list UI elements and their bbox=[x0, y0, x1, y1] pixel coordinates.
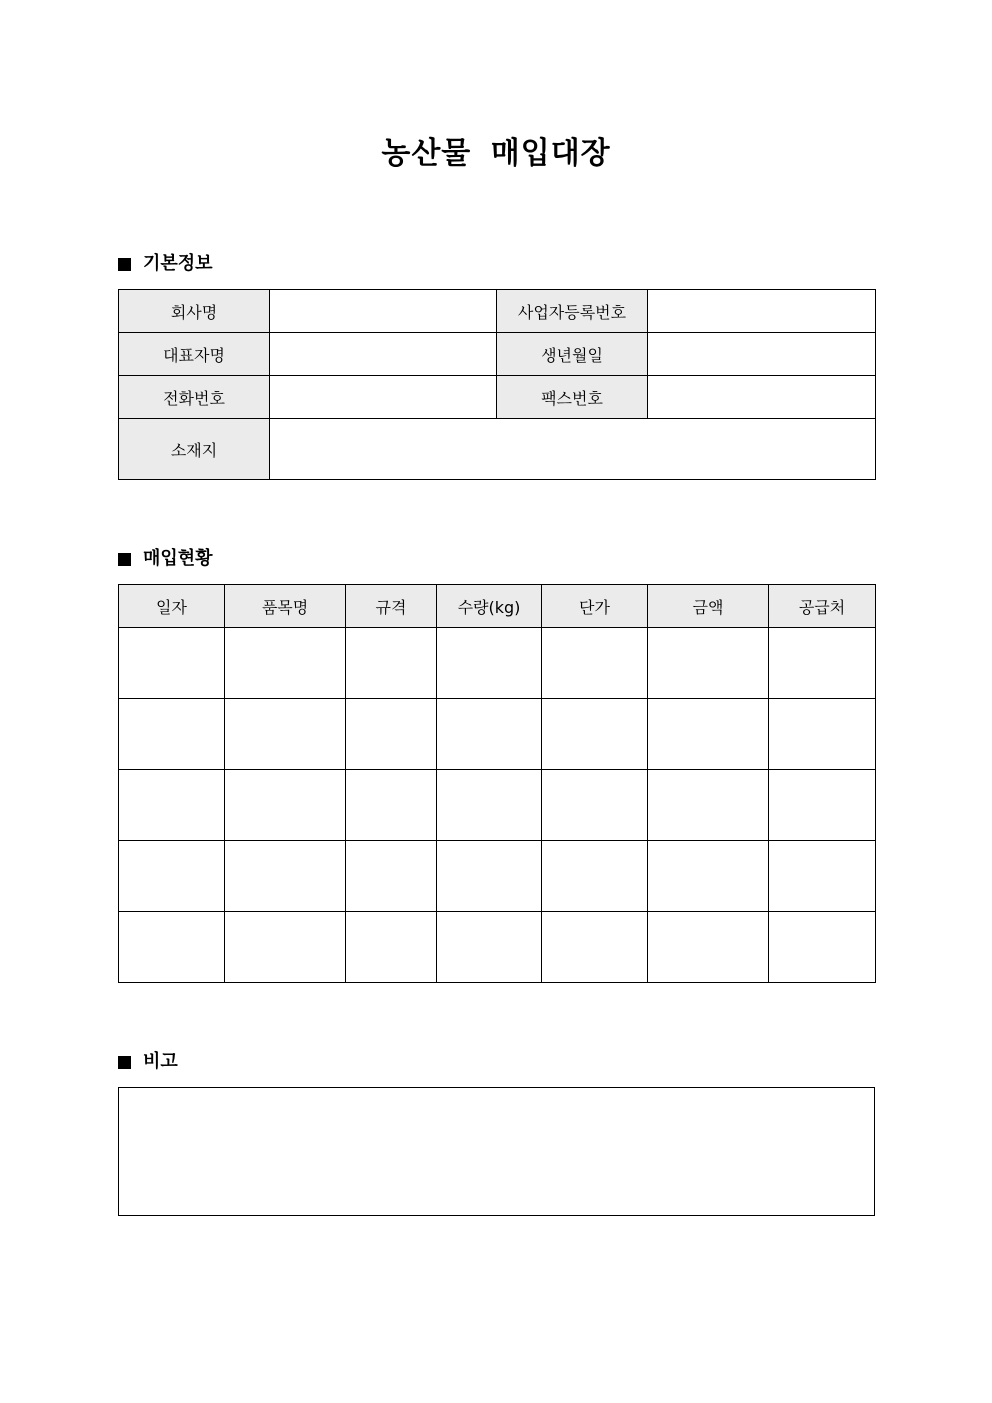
spec-cell[interactable] bbox=[346, 699, 437, 770]
notes-heading bbox=[118, 1048, 178, 1076]
fax-label: 팩스번호 bbox=[497, 376, 648, 419]
date-cell[interactable] bbox=[119, 841, 225, 912]
representative-field[interactable] bbox=[270, 333, 497, 376]
table-row bbox=[119, 770, 876, 841]
representative-label: 대표자명 bbox=[119, 333, 270, 376]
fax-field[interactable] bbox=[648, 376, 876, 419]
quantity-cell[interactable] bbox=[437, 912, 542, 983]
item-name-cell[interactable] bbox=[225, 770, 346, 841]
basic-info-heading bbox=[118, 250, 213, 278]
phone-label: 전화번호 bbox=[119, 376, 270, 419]
square-bullet-icon bbox=[118, 553, 131, 566]
info-row-contact bbox=[119, 376, 876, 419]
unit-price-cell[interactable] bbox=[542, 912, 648, 983]
column-header-quantity: 수량(kg) bbox=[437, 585, 542, 628]
basic-info-table bbox=[118, 289, 876, 480]
amount-cell[interactable] bbox=[648, 628, 769, 699]
spec-cell[interactable] bbox=[346, 770, 437, 841]
birth-date-field[interactable] bbox=[648, 333, 876, 376]
supplier-cell[interactable] bbox=[769, 699, 876, 770]
square-bullet-icon bbox=[118, 1056, 131, 1069]
amount-cell[interactable] bbox=[648, 770, 769, 841]
column-header-item-name: 품목명 bbox=[225, 585, 346, 628]
column-header-amount: 금액 bbox=[648, 585, 769, 628]
square-bullet-icon bbox=[118, 258, 131, 271]
purchase-status-heading bbox=[118, 545, 213, 573]
business-reg-no-field[interactable] bbox=[648, 290, 876, 333]
table-row bbox=[119, 628, 876, 699]
item-name-cell[interactable] bbox=[225, 841, 346, 912]
table-row bbox=[119, 841, 876, 912]
unit-price-cell[interactable] bbox=[542, 841, 648, 912]
info-row-representative bbox=[119, 333, 876, 376]
purchase-status-heading-text: 매입현황 bbox=[143, 548, 213, 569]
date-cell[interactable] bbox=[119, 628, 225, 699]
quantity-cell[interactable] bbox=[437, 770, 542, 841]
date-cell[interactable] bbox=[119, 770, 225, 841]
notes-heading-text: 비고 bbox=[143, 1051, 178, 1072]
purchase-header-row bbox=[119, 585, 876, 628]
info-row-address bbox=[119, 419, 876, 480]
unit-price-cell[interactable] bbox=[542, 699, 648, 770]
unit-price-cell[interactable] bbox=[542, 628, 648, 699]
quantity-cell[interactable] bbox=[437, 699, 542, 770]
address-label: 소재지 bbox=[119, 419, 270, 480]
company-name-field[interactable] bbox=[270, 290, 497, 333]
item-name-cell[interactable] bbox=[225, 912, 346, 983]
birth-date-label: 생년월일 bbox=[497, 333, 648, 376]
address-field[interactable] bbox=[270, 419, 876, 480]
quantity-cell[interactable] bbox=[437, 841, 542, 912]
date-cell[interactable] bbox=[119, 699, 225, 770]
spec-cell[interactable] bbox=[346, 912, 437, 983]
company-name-label: 회사명 bbox=[119, 290, 270, 333]
table-row bbox=[119, 912, 876, 983]
item-name-cell[interactable] bbox=[225, 699, 346, 770]
column-header-date: 일자 bbox=[119, 585, 225, 628]
purchase-status-table bbox=[118, 584, 876, 983]
phone-field[interactable] bbox=[270, 376, 497, 419]
quantity-cell[interactable] bbox=[437, 628, 542, 699]
info-row-company bbox=[119, 290, 876, 333]
spec-cell[interactable] bbox=[346, 628, 437, 699]
table-row bbox=[119, 699, 876, 770]
supplier-cell[interactable] bbox=[769, 770, 876, 841]
item-name-cell[interactable] bbox=[225, 628, 346, 699]
notes-field[interactable] bbox=[118, 1087, 875, 1216]
supplier-cell[interactable] bbox=[769, 841, 876, 912]
basic-info-heading-text: 기본정보 bbox=[143, 253, 213, 274]
amount-cell[interactable] bbox=[648, 699, 769, 770]
amount-cell[interactable] bbox=[648, 912, 769, 983]
column-header-spec: 규격 bbox=[346, 585, 437, 628]
spec-cell[interactable] bbox=[346, 841, 437, 912]
unit-price-cell[interactable] bbox=[542, 770, 648, 841]
page-title: 농산물 매입대장 bbox=[381, 136, 611, 171]
business-reg-no-label: 사업자등록번호 bbox=[497, 290, 648, 333]
amount-cell[interactable] bbox=[648, 841, 769, 912]
supplier-cell[interactable] bbox=[769, 628, 876, 699]
column-header-unit-price: 단가 bbox=[542, 585, 648, 628]
supplier-cell[interactable] bbox=[769, 912, 876, 983]
date-cell[interactable] bbox=[119, 912, 225, 983]
column-header-supplier: 공급처 bbox=[769, 585, 876, 628]
